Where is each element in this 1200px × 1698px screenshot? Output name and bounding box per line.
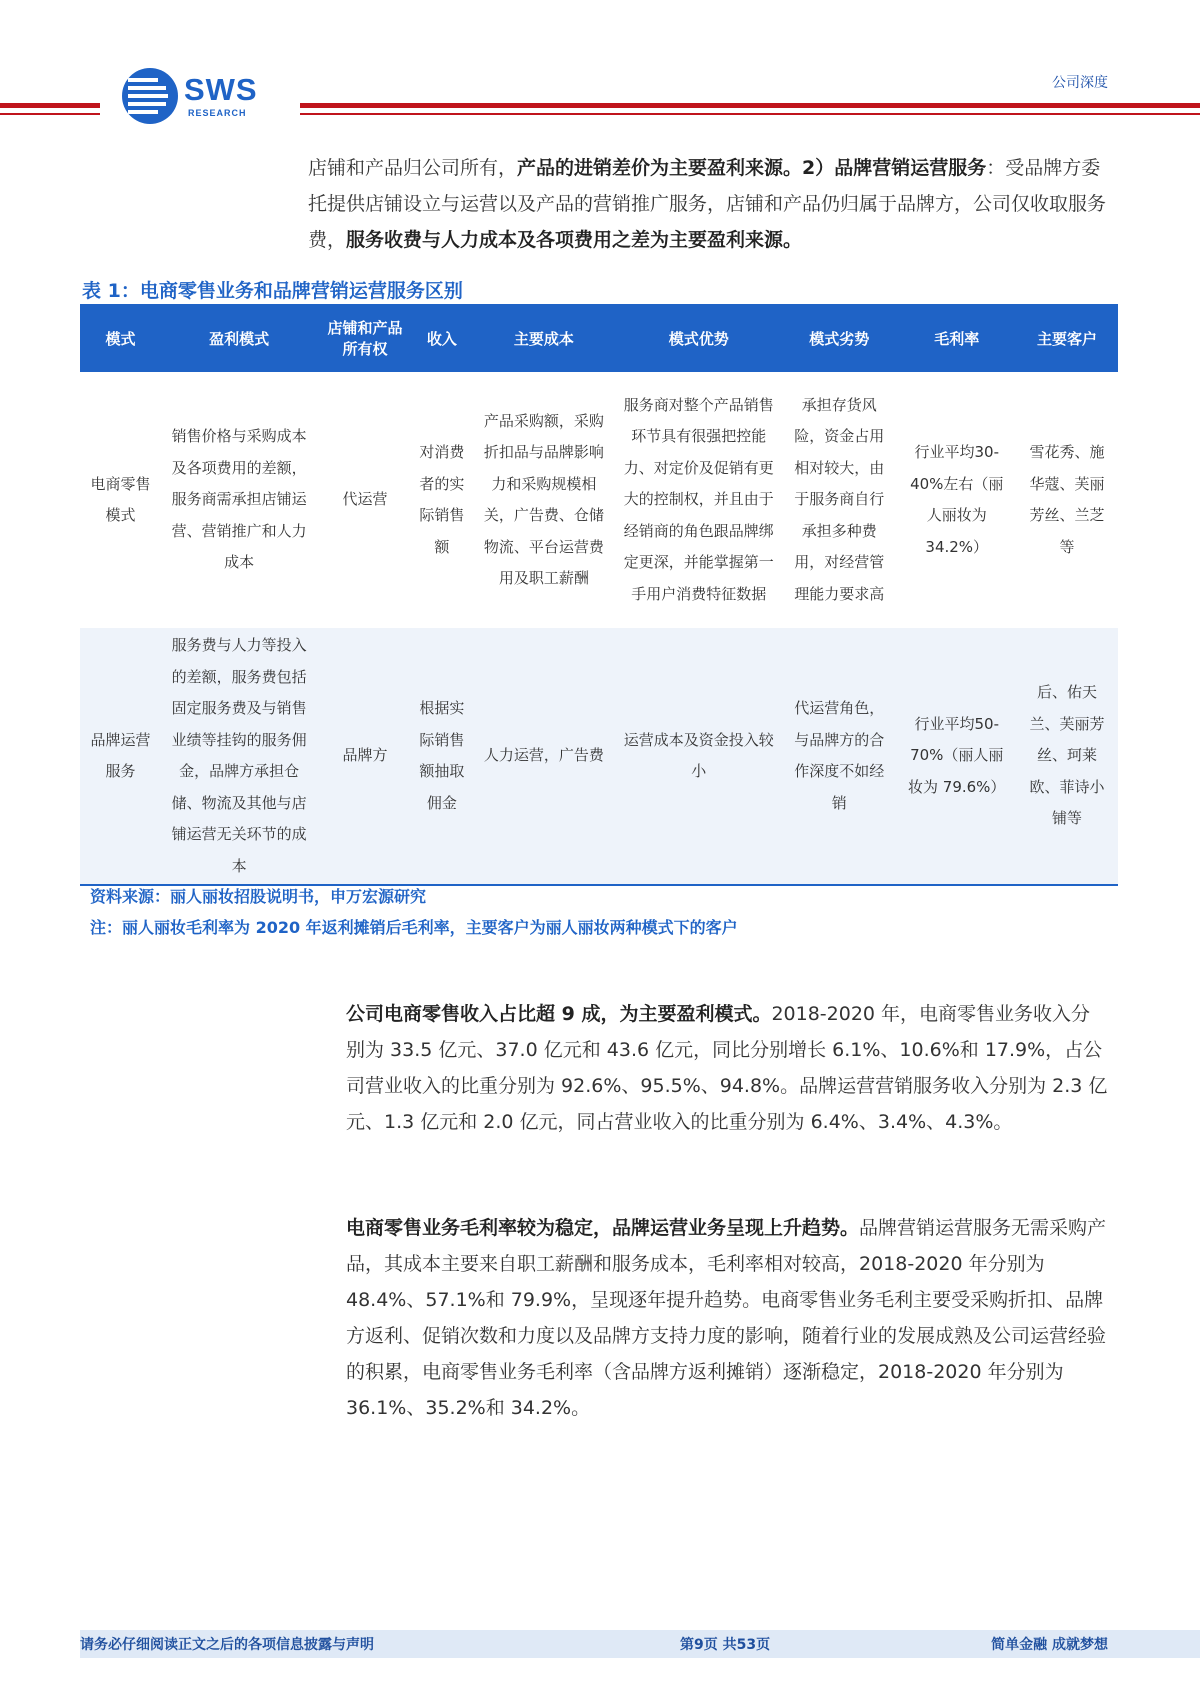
- table-cell: 服务商对整个产品销售环节具有很强把控能力、对定价及促销有更大的控制权，并且由于经销商的角色跟品牌绑定更深，并能掌握第一手用户消费特征数据: [617, 372, 781, 628]
- table-row: [80, 372, 1118, 628]
- page-number: 第9页 共53页: [680, 1637, 771, 1653]
- intro-paragraph: 店铺和产品归公司所有，产品的进销差价为主要盈利来源。2）品牌营销运营服务：受品牌方委托提供店铺设立与运营以及产品的营销推广服务，店铺和产品仍归属于品牌方，公司仅收取服务费，服务收费与人力成本及各项费用之差为主要盈利来源。: [308, 157, 1107, 251]
- table-cell: 代运营角色，与品牌方的合作深度不如经销: [781, 628, 897, 885]
- table-row: [80, 628, 1118, 885]
- table-cell: 人力运营，广告费: [471, 628, 617, 885]
- col-header: 模式优势: [617, 304, 781, 372]
- table-cell: 行业平均30-40%左右（丽人丽妆为 34.2%）: [897, 372, 1016, 628]
- table-note: 注：丽人丽妆毛利率为 2020 年返利摊销后毛利率，主要客户为丽人丽妆两种模式下的客户: [90, 918, 738, 937]
- table-cell: 雪花秀、施华蔻、芙丽芳丝、兰芝等: [1016, 372, 1118, 628]
- comparison-table: [80, 304, 1118, 886]
- table-title: 表 1：电商零售业务和品牌营销运营服务区别: [82, 280, 463, 302]
- table-header-row: [80, 304, 1118, 372]
- table-cell: 产品采购额，采购折扣品与品牌影响力和采购规模相关，广告费、仓储物流、平台运营费用及职工薪酬: [471, 372, 617, 628]
- table-cell: 品牌运营服务: [80, 628, 161, 885]
- table-cell: 电商零售模式: [80, 372, 161, 628]
- header-rule-right: [300, 103, 1200, 115]
- table-cell: 代运营: [317, 372, 413, 628]
- header-rule-left: [0, 103, 100, 115]
- logo-globe-icon: [122, 68, 178, 124]
- table-cell: 承担存货风险，资金占用相对较大，由于服务商自行承担多种费用，对经营管理能力要求高: [781, 372, 897, 628]
- report-type-tag: 公司深度: [1052, 75, 1108, 91]
- col-header: 模式劣势: [781, 304, 897, 372]
- margin-paragraph: 电商零售业务毛利率较为稳定，品牌运营业务呈现上升趋势。品牌营销运营服务无需采购产品，其成本主要来自职工薪酬和服务成本，毛利率相对较高，2018-2020 年分别为 48.4%、57.1%和 79.9%，呈现逐年提升趋势。电商零售业务毛利主要受采购折扣、品牌方返利、促销次数和力度以及品牌方支持力度的影响，随着行业的发展成熟及公司运营经验的积累，电商零售业务毛利率（含品牌方返利摊销）逐渐稳定，2018-2020 年分别为 36.1%、35.2%和 34.2%。: [346, 1217, 1107, 1419]
- table-cell: 销售价格与采购成本及各项费用的差额，服务商需承担店铺运营、营销推广和人力成本: [161, 372, 317, 628]
- footer-disclaimer: 请务必仔细阅读正文之后的各项信息披露与声明: [80, 1637, 374, 1653]
- table-cell: 对消费者的实际销售额: [413, 372, 471, 628]
- col-header: 店铺和产品所有权: [317, 304, 413, 372]
- logo-text: SWS: [184, 72, 258, 107]
- table-cell: 服务费与人力等投入的差额，服务费包括固定服务费及与销售业绩等挂钩的服务佣金，品牌方承担仓储、物流及其他与店铺运营无关环节的成本: [161, 628, 317, 885]
- col-header: 模式: [80, 304, 161, 372]
- footer-slogan: 简单金融 成就梦想: [991, 1637, 1108, 1653]
- col-header: 收入: [413, 304, 471, 372]
- sws-logo: [122, 68, 272, 128]
- table-cell: 后、佑天兰、芙丽芳丝、珂莱欧、菲诗小铺等: [1016, 628, 1118, 885]
- col-header: 主要成本: [471, 304, 617, 372]
- revenue-paragraph: 公司电商零售收入占比超 9 成，为主要盈利模式。2018-2020 年，电商零售业务收入分别为 33.5 亿元、37.0 亿元和 43.6 亿元，同比分别增长 6.1%、10.6%和 17.9%，占公司营业收入的比重分别为 92.6%、95.5%、94.8%。品牌运营营销服务收入分别为 2.3 亿元、1.3 亿元和 2.0 亿元，同占营业收入的比重分别为 6.4%、3.4%、4.3%。: [346, 1003, 1108, 1133]
- table-source: 资料来源：丽人丽妆招股说明书，申万宏源研究: [90, 887, 427, 906]
- page-footer: [80, 1630, 1200, 1658]
- table-cell: 品牌方: [317, 628, 413, 885]
- col-header: 毛利率: [897, 304, 1016, 372]
- table-cell: 运营成本及资金投入较小: [617, 628, 781, 885]
- logo-subtext: RESEARCH: [188, 108, 247, 118]
- col-header: 盈利模式: [161, 304, 317, 372]
- table-cell: 行业平均50-70%（丽人丽妆为 79.6%）: [897, 628, 1016, 885]
- col-header: 主要客户: [1016, 304, 1118, 372]
- table-cell: 根据实际销售额抽取佣金: [413, 628, 471, 885]
